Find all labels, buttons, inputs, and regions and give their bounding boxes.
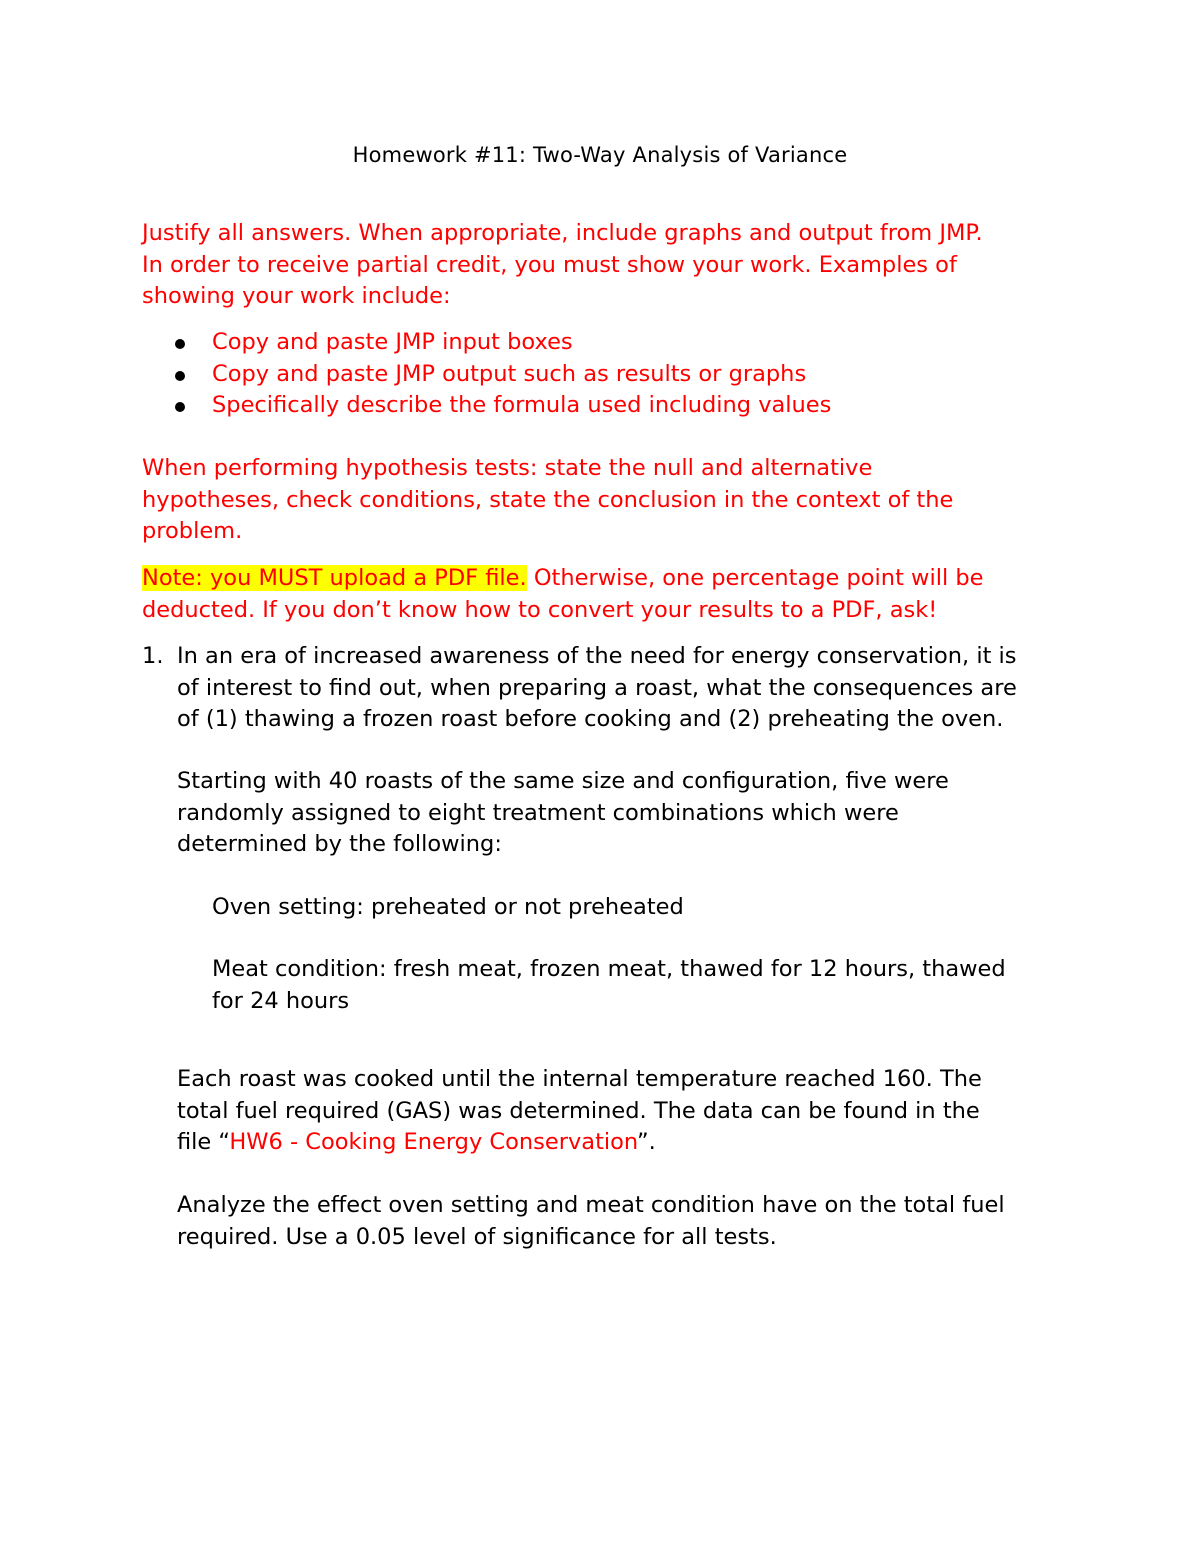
meat-condition-factor: Meat condition: fresh meat, frozen meat, thawed for 12 hours, thawed for 24 hours xyxy=(212,956,1006,1014)
bullet-icon xyxy=(175,371,185,381)
hypothesis-paragraph xyxy=(142,453,1072,548)
list-item: Copy and paste JMP input boxes xyxy=(142,327,1042,359)
question-number: 1. xyxy=(142,643,164,669)
instructions-line-2: In order to receive partial credit, you must show your work. Examples of xyxy=(142,251,957,278)
bullet-icon xyxy=(175,402,185,412)
hypothesis-line-2: hypotheses, check conditions, state the conclusion in the context of the xyxy=(142,486,954,513)
pdf-note-line-1 xyxy=(142,563,1072,595)
instructions-line-3: showing your work include: xyxy=(142,283,451,309)
work-examples-list xyxy=(142,327,1042,422)
document-title: Homework #11: Two-Way Analysis of Variance xyxy=(352,143,848,167)
list-item: Specifically describe the formula used including values xyxy=(142,390,1042,422)
bullet-icon xyxy=(175,339,185,349)
experiment-design-paragraph: Starting with 40 roasts of the same size and configuration, five were randomly assigned to eight treatment combinations which were determined by the following: xyxy=(177,768,949,857)
data-file-name: HW6 - Cooking Energy Conservation xyxy=(229,1129,637,1155)
pdf-note-rest: Otherwise, one percentage point will be xyxy=(526,565,984,591)
pdf-note-line-2: deducted. If you don’t know how to convert your results to a PDF, ask! xyxy=(142,596,938,623)
analysis-task-paragraph: Analyze the effect oven setting and meat condition have on the total fuel required. Use a 0.05 level of significance for all tests. xyxy=(177,1192,1005,1250)
pdf-note-highlight: Note: you MUST upload a PDF file. xyxy=(142,565,527,591)
instructions-line-1: Justify all answers. When appropriate, include graphs and output from JMP. xyxy=(142,220,983,246)
instructions-paragraph xyxy=(142,218,1072,313)
question-intro-paragraph: In an era of increased awareness of the need for energy conservation, it is of interest to find out, when preparing a roast, what the consequences are of (1) thawing a frozen roast before cooking and (2) preheating the oven. xyxy=(177,643,1017,732)
oven-setting-factor: Oven setting: preheated or not preheated xyxy=(212,894,684,920)
list-item: Copy and paste JMP output such as results or graphs xyxy=(142,359,1042,391)
hypothesis-line-3: problem. xyxy=(142,518,243,544)
pdf-note-paragraph xyxy=(142,563,1072,626)
hypothesis-line-1: When performing hypothesis tests: state the null and alternative xyxy=(142,455,873,481)
data-source-paragraph: Each roast was cooked until the internal temperature reached 160. The total fuel required (GAS) was determined. The data can be found in the file “HW6 - Cooking Energy Conservation”. xyxy=(177,1066,982,1155)
